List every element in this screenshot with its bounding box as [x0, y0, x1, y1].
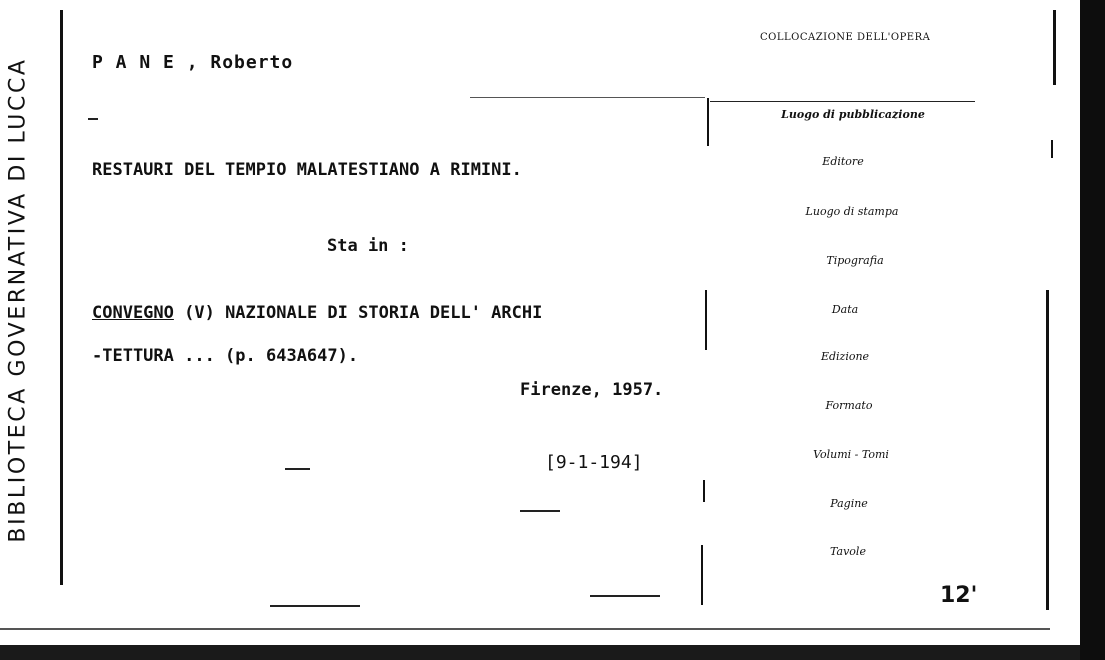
convegno-line-1-rest: (V) NAZIONALE DI STORIA DELL' ARCHI: [173, 303, 543, 323]
right-edge-rule: [1053, 10, 1056, 85]
field-pagine: Pagine: [830, 497, 868, 510]
header-rule: [710, 101, 975, 102]
dash-bottom-2: [270, 605, 360, 607]
inventory-number: [9-1-194]: [545, 452, 643, 473]
convegno-line-2: -TETTURA ... (p. 643A647).: [92, 346, 359, 366]
place-year: Firenze, 1957.: [520, 380, 664, 400]
field-formato: Formato: [825, 399, 873, 412]
field-tavole: Tavole: [830, 545, 866, 558]
dash-inv-left: [285, 468, 310, 470]
convegno-word: CONVEGNO: [92, 303, 174, 323]
author: P A N E , Roberto: [92, 52, 294, 73]
right-edge-rule-lower: [1046, 290, 1049, 610]
column-divider-top: [707, 98, 709, 146]
field-editore: Editore: [822, 155, 864, 168]
left-rule: [60, 10, 63, 585]
author-dash: [88, 118, 98, 120]
dash-bottom-3: [590, 595, 660, 597]
field-tipografia: Tipografia: [826, 254, 884, 267]
field-volumi-tomi: Volumi - Tomi: [813, 448, 889, 461]
column-divider-mid: [705, 290, 707, 350]
card-number: 12': [940, 583, 978, 608]
convegno-line-1: [92, 303, 542, 323]
dash-bottom-1: [520, 510, 560, 512]
bottom-paper-edge: [0, 628, 1050, 630]
field-luogo-stampa: Luogo di stampa: [805, 205, 899, 218]
title: RESTAURI DEL TEMPIO MALATESTIANO A RIMINI.: [92, 160, 522, 180]
column-divider-low: [703, 480, 705, 502]
column-divider-bottom: [701, 545, 703, 605]
sta-in-label: Sta in :: [327, 236, 409, 256]
field-luogo-pubblicazione: Luogo di pubblicazione: [781, 108, 925, 121]
right-shadow: [1080, 0, 1105, 660]
library-name: BIBLIOTECA GOVERNATIVA DI LUCCA: [5, 57, 31, 543]
collocazione-header: COLLOCAZIONE DELL'OPERA: [760, 32, 931, 43]
bottom-shadow: [0, 645, 1080, 660]
author-rule-right: [470, 97, 705, 98]
field-data: Data: [831, 303, 859, 316]
right-edge-rule-mid: [1051, 140, 1053, 158]
field-edizione: Edizione: [820, 350, 870, 363]
